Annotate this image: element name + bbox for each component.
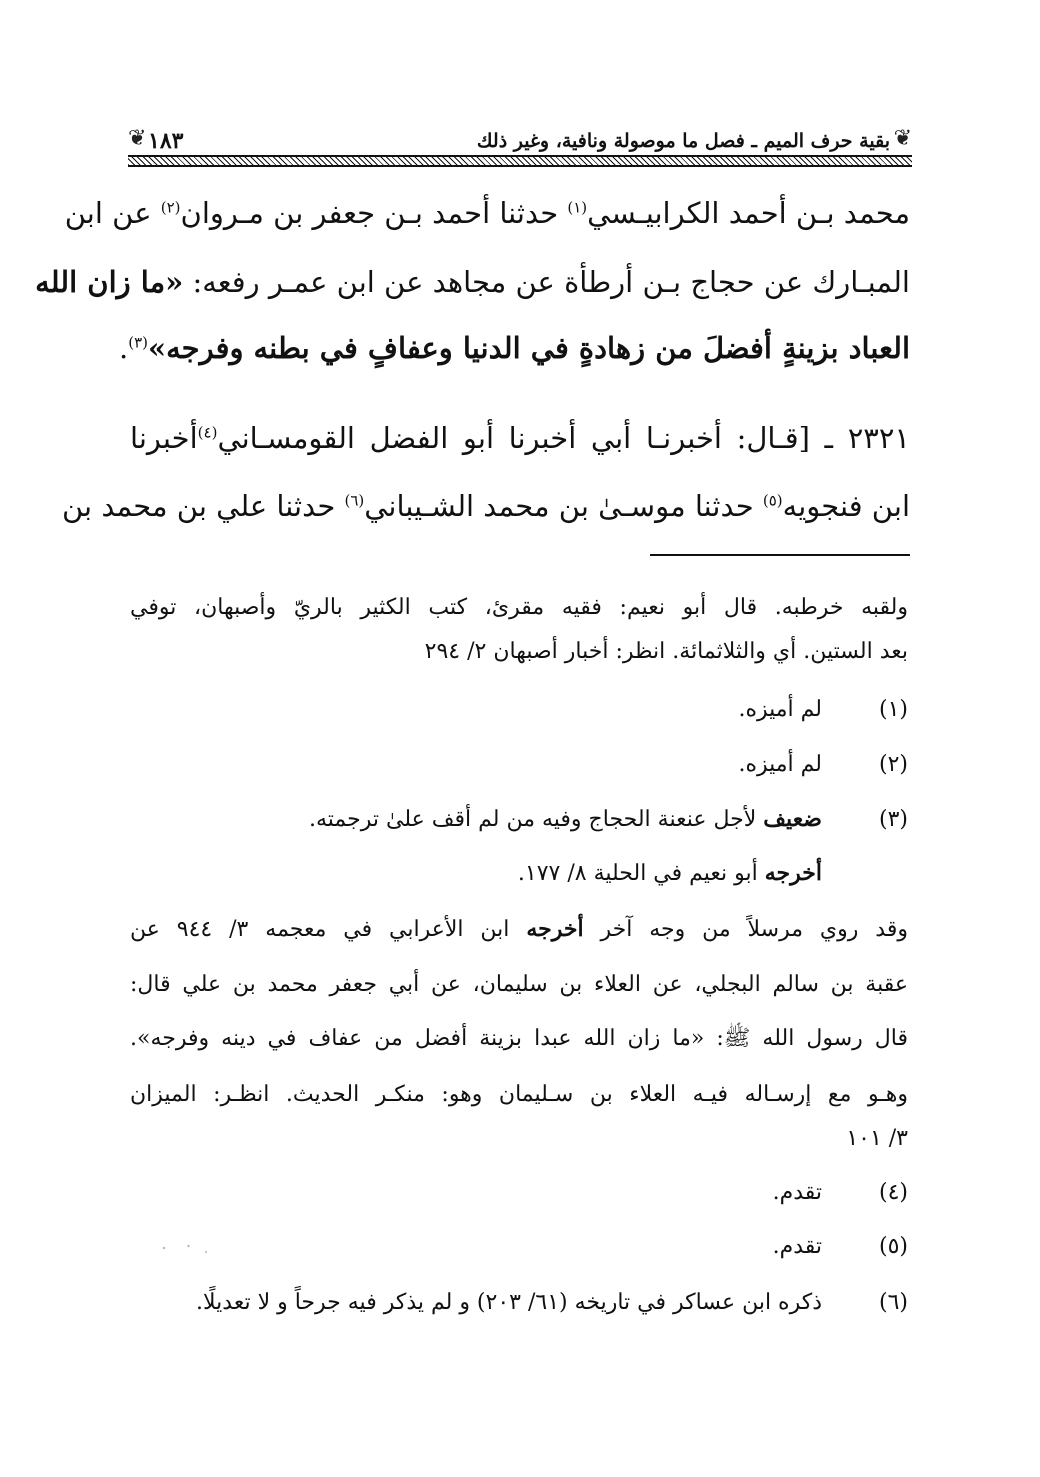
text-run: أبو نعيم في الحلية ٨/ ١٧٧. xyxy=(517,861,765,886)
text-run: عقبة بن سالم البجلي، عن العلاء بن سليمان، عن أبي جعفر محمد بن علي قال: xyxy=(130,972,908,997)
scan-specks xyxy=(150,1238,220,1258)
text-run: لأجل عنعنة الحجاج وفيه من لم أقف علىٰ ترجمته. xyxy=(308,807,764,832)
text-run: المبـارك عن حجاج بـن أرطأة عن مجاهد عن ابن عمـر رفعه: xyxy=(183,265,910,299)
bold-text: أخرجه xyxy=(526,916,584,942)
bold-text: أخرجه xyxy=(764,860,822,886)
footnote-line xyxy=(130,586,908,630)
page-number: ١٨٣ xyxy=(148,128,184,154)
footnote-ref: (٢) xyxy=(160,198,181,217)
text-run: لم أميزه. xyxy=(738,752,822,777)
header-ornament-right: ❦ xyxy=(893,126,912,151)
header-rule xyxy=(128,155,912,167)
footnote-line xyxy=(130,963,908,1007)
bold-text: «ما زان الله xyxy=(35,265,184,299)
text-run: . xyxy=(118,331,129,365)
footnote-number: (٢) xyxy=(878,752,908,777)
footnote-number: (٥) xyxy=(878,1234,908,1259)
main-line xyxy=(130,408,910,468)
text-run: تقدم. xyxy=(772,1234,822,1259)
footnote-number: (٣) xyxy=(878,807,908,832)
footnote-line xyxy=(130,1117,908,1161)
footnote-ref: (٤) xyxy=(197,423,218,442)
numbered-footnote xyxy=(130,1171,908,1215)
text-run: لم أميزه. xyxy=(738,697,822,722)
text-run: حدثنا موسـىٰ بن محمد الشـيباني xyxy=(364,489,763,523)
numbered-footnote xyxy=(130,688,908,732)
footnote-number: (١) xyxy=(878,697,908,722)
text-run: أخبرنا xyxy=(130,421,198,455)
footnote-line xyxy=(130,907,908,951)
bold-text: ضعيف xyxy=(763,806,822,832)
text-run: ٢٣٢١ ـ [قـال: أخبرنـا أبي أخبرنا أبو الفضل القومسـاني xyxy=(217,421,910,455)
main-line xyxy=(118,318,910,378)
footnote-ref: (٥) xyxy=(762,491,783,510)
numbered-footnote xyxy=(130,797,908,841)
footnote-line xyxy=(130,1073,908,1117)
numbered-footnote xyxy=(130,743,908,787)
header-ornament-left: ❦ xyxy=(128,126,147,151)
footnote-number: (٤) xyxy=(878,1180,908,1205)
footnote-line xyxy=(130,630,908,674)
footnote-ref: (٣) xyxy=(128,333,148,352)
text-run: ولقبه خرطبه. قال أبو نعيم: فقيه مقرئ، كتب الكثير بالريّ وأصبهان، توفي xyxy=(130,595,908,620)
footnote-line xyxy=(130,851,908,895)
text-run: ابن فنجويه xyxy=(782,489,910,523)
text-run: حدثنا أحمد بـن جعفر بن مـروان xyxy=(180,196,568,230)
text-run: وهـو مع إرسـاله فيـه العلاء بن سـليمان وهو: منكـر الحديث. انظـر: الميزان xyxy=(130,1082,908,1107)
text-run: محمد بـن أحمد الكرابيـسي xyxy=(587,196,910,230)
text-run: بعد الستين. أي والثلاثمائة. انظر: أخبار أصبهان ٢/ ٢٩٤ xyxy=(424,639,908,664)
text-run: وقد روي مرسلاً من وجه آخر xyxy=(583,917,908,942)
text-run: عن ابن xyxy=(64,196,161,230)
text-run: قال رسول الله ﷺ: «ما زان الله عبدا بزينة أفضل من عفاف في دينه وفرجه». xyxy=(130,1026,908,1051)
text-run: ابن الأعرابي في معجمه ٣/ ٩٤٤ عن xyxy=(130,917,527,942)
footnote-line xyxy=(130,1017,908,1061)
text-run: ذكره ابن عساكر في تاريخه (٦١/ ٢٠٣) و لم يذكر فيه جرحاً و لا تعديلًا. xyxy=(196,1290,822,1315)
footnote-ref: (١) xyxy=(567,198,588,217)
numbered-footnote xyxy=(130,1225,908,1269)
bold-text: العباد بزينةٍ أفضلَ من زهادةٍ في الدنيا وعفافٍ في بطنه وفرجه» xyxy=(147,331,910,365)
main-line xyxy=(35,252,910,312)
main-line xyxy=(61,476,910,536)
footnote-ref: (٦) xyxy=(344,491,365,510)
text-run: حدثنا علي بن محمد بن xyxy=(61,489,345,523)
footnote-number: (٦) xyxy=(878,1290,908,1315)
running-header xyxy=(128,122,912,166)
header-title: بقية حرف الميم ـ فصل ما موصولة ونافية، وغير ذلك xyxy=(476,130,890,152)
footnote-separator xyxy=(650,554,910,556)
main-line xyxy=(64,183,910,243)
numbered-footnote xyxy=(130,1281,908,1325)
text-run: تقدم. xyxy=(772,1180,822,1205)
text-run: ٣/ ١٠١ xyxy=(846,1126,908,1151)
